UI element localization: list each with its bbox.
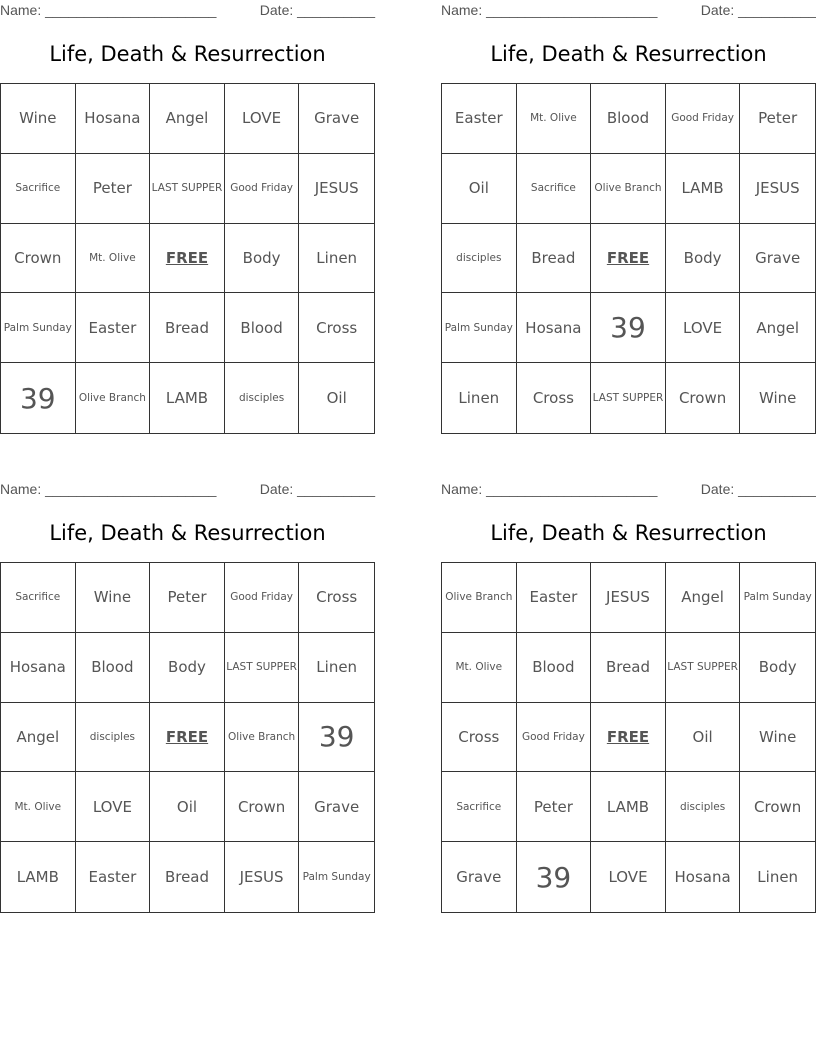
bingo-cell: Blood <box>225 293 300 363</box>
bingo-cell: Palm Sunday <box>302 871 371 884</box>
bingo-cell: LAMB <box>1 842 76 912</box>
bingo-cell: LAMB <box>666 154 741 224</box>
name-date-row <box>441 2 816 20</box>
free-space-cell: FREE <box>591 224 666 294</box>
bingo-cell: Grave <box>740 224 815 294</box>
bingo-cell: Mt. Olive <box>1 772 76 842</box>
bingo-cell: LAST SUPPER <box>591 363 666 433</box>
bingo-cell: Peter <box>76 154 151 224</box>
bingo-cell: Oil <box>150 772 225 842</box>
name-field: Name: ______________________ <box>441 481 658 497</box>
bingo-cell: LAST SUPPER <box>225 633 300 703</box>
bingo-cell: LAST SUPPER <box>150 154 225 224</box>
card-title: Life, Death & Resurrection <box>49 42 326 66</box>
bingo-cell: LOVE <box>591 842 666 912</box>
free-space-cell: FREE <box>591 703 666 773</box>
bingo-cell: Sacrifice <box>442 772 517 842</box>
bingo-cell: disciples <box>442 224 517 294</box>
name-field: Name: ______________________ <box>441 2 658 18</box>
bingo-cell: Bread <box>150 293 225 363</box>
bingo-cell: Cross <box>299 293 374 363</box>
bingo-cell: Peter <box>517 772 592 842</box>
bingo-cell: Linen <box>299 224 374 294</box>
bingo-cell: Sacrifice <box>1 154 76 224</box>
bingo-cell: LOVE <box>666 293 741 363</box>
bingo-cell: Cross <box>299 563 374 633</box>
bingo-cell: Olive Branch <box>591 154 666 224</box>
bingo-cell: JESUS <box>591 563 666 633</box>
name-date-row <box>0 481 375 499</box>
bingo-cell: Crown <box>666 363 741 433</box>
bingo-cell: Grave <box>299 772 374 842</box>
name-field: Name: ______________________ <box>0 2 217 18</box>
bingo-cell: Good Friday <box>666 84 741 154</box>
bingo-cell: Linen <box>299 633 374 703</box>
bingo-cell: Body <box>666 224 741 294</box>
bingo-grid <box>0 562 375 913</box>
bingo-cell: Linen <box>442 363 517 433</box>
bingo-cell: Crown <box>1 224 76 294</box>
bingo-cell: Hosana <box>1 633 76 703</box>
bingo-cell: Hosana <box>517 293 592 363</box>
bingo-cell: Crown <box>740 772 815 842</box>
bingo-cell: Easter <box>442 84 517 154</box>
bingo-cell: 39 <box>591 293 666 363</box>
bingo-cell: JESUS <box>299 154 374 224</box>
bingo-cell: Easter <box>76 842 151 912</box>
free-space-cell: FREE <box>150 224 225 294</box>
bingo-cell: Palm Sunday <box>442 293 517 363</box>
bingo-cell: Grave <box>442 842 517 912</box>
date-field: Date: __________ <box>259 2 375 18</box>
bingo-cell: Grave <box>299 84 374 154</box>
bingo-cell: Body <box>225 224 300 294</box>
bingo-cell: Olive Branch <box>225 703 300 773</box>
bingo-cell: Palm Sunday <box>1 293 76 363</box>
bingo-cell: 39 <box>299 703 374 773</box>
bingo-cell: Wine <box>740 703 815 773</box>
bingo-cell: Wine <box>76 563 151 633</box>
bingo-cell: Bread <box>150 842 225 912</box>
bingo-cell: Good Friday <box>225 563 300 633</box>
bingo-cell: Palm Sunday <box>740 563 815 633</box>
bingo-grid <box>441 562 816 913</box>
bingo-cell: Mt. Olive <box>517 84 592 154</box>
bingo-cell: Oil <box>326 389 347 408</box>
card-title: Life, Death & Resurrection <box>49 521 326 545</box>
free-space-cell: FREE <box>150 703 225 773</box>
bingo-cell: Oil <box>442 154 517 224</box>
bingo-cell: Cross <box>442 703 517 773</box>
bingo-cell: Good Friday <box>225 154 300 224</box>
bingo-cell: LAST SUPPER <box>666 633 741 703</box>
bingo-cell: Sacrifice <box>517 154 592 224</box>
bingo-cell: Mt. Olive <box>442 633 517 703</box>
bingo-cell: Olive Branch <box>442 563 517 633</box>
bingo-cell: LOVE <box>76 772 151 842</box>
bingo-cell: Bread <box>591 633 666 703</box>
bingo-cell: Oil <box>666 703 741 773</box>
bingo-cell: Sacrifice <box>1 563 76 633</box>
bingo-cell: Angel <box>666 563 741 633</box>
name-date-row <box>441 481 816 499</box>
bingo-cell: Peter <box>150 563 225 633</box>
bingo-cell: disciples <box>666 772 741 842</box>
bingo-cell: Peter <box>740 84 815 154</box>
bingo-cell: Wine <box>758 389 797 408</box>
bingo-cell: Blood <box>76 633 151 703</box>
bingo-cell: disciples <box>76 703 151 773</box>
bingo-cell: JESUS <box>225 842 300 912</box>
bingo-cell: Cross <box>517 363 592 433</box>
bingo-card-3 <box>0 479 375 914</box>
bingo-cell: 39 <box>1 363 76 433</box>
date-field: Date: __________ <box>259 481 375 497</box>
bingo-cell: LAMB <box>150 363 225 433</box>
bingo-cell: Easter <box>76 293 151 363</box>
bingo-cell: Wine <box>1 84 76 154</box>
bingo-cell: Mt. Olive <box>76 224 151 294</box>
bingo-cell: Crown <box>225 772 300 842</box>
bingo-cell: Blood <box>517 633 592 703</box>
date-field: Date: __________ <box>700 2 816 18</box>
bingo-cell: 39 <box>517 842 592 912</box>
bingo-cell: Olive Branch <box>76 363 151 433</box>
bingo-cell: LOVE <box>225 84 300 154</box>
date-field: Date: __________ <box>700 481 816 497</box>
card-title: Life, Death & Resurrection <box>490 42 767 66</box>
bingo-cell: Angel <box>740 293 815 363</box>
bingo-cell: Blood <box>591 84 666 154</box>
bingo-cell: Angel <box>1 703 76 773</box>
bingo-card-1 <box>0 0 375 435</box>
name-field: Name: ______________________ <box>0 481 217 497</box>
bingo-cell: Good Friday <box>517 703 592 773</box>
bingo-cell: Easter <box>517 563 592 633</box>
bingo-cell: Angel <box>150 84 225 154</box>
bingo-cell: LAMB <box>591 772 666 842</box>
bingo-grid <box>0 83 375 434</box>
bingo-card-2 <box>441 0 816 435</box>
bingo-cell: Linen <box>757 868 799 887</box>
bingo-cell: Body <box>150 633 225 703</box>
bingo-cell: Hosana <box>666 842 741 912</box>
bingo-cell: Bread <box>517 224 592 294</box>
name-date-row <box>0 2 375 20</box>
bingo-grid <box>441 83 816 434</box>
card-title: Life, Death & Resurrection <box>490 521 767 545</box>
bingo-cell: JESUS <box>740 154 815 224</box>
bingo-cell: disciples <box>225 363 300 433</box>
bingo-cell: Body <box>740 633 815 703</box>
bingo-cell: Hosana <box>76 84 151 154</box>
bingo-card-4 <box>441 479 816 914</box>
